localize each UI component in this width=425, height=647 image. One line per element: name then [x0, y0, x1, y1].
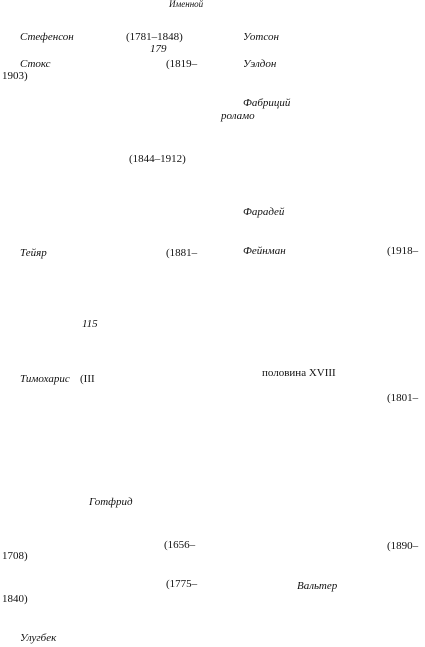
entry-teilhard-name: Тейяр — [20, 247, 47, 259]
entry-faraday-name: Фарадей — [243, 206, 285, 218]
entry-page-115: 115 — [82, 318, 98, 330]
entry-years-1775-end: 1840) — [2, 593, 28, 605]
entry-years-1890: (1890– — [387, 540, 419, 552]
entry-half-18th: половина XVIII — [262, 367, 336, 379]
entry-ulugbek-name: Улугбек — [20, 632, 57, 644]
entry-teilhard-years-start: (1881– — [166, 247, 198, 259]
entry-timocharis-name: Тимохарис — [20, 373, 70, 385]
entry-years-1656-end: 1708) — [2, 550, 28, 562]
entry-years-1844: (1844–1912) — [129, 153, 186, 165]
entry-feynman-name: Фейнман — [243, 245, 286, 257]
entry-years-1775-start: (1775– — [166, 578, 198, 590]
page-header-title: Именной — [169, 0, 204, 9]
entry-walter-name: Вальтер — [297, 580, 338, 592]
entry-stokes-years-start: (1819– — [166, 58, 198, 70]
entry-fabricius-name: Фабриций — [243, 97, 291, 109]
entry-fabricius-continuation: роламо — [221, 110, 255, 122]
entry-timocharis-years-start: (III — [80, 373, 95, 385]
entry-stokes-years-end: 1903) — [2, 70, 28, 82]
entry-years-1656-start: (1656– — [164, 539, 196, 551]
entry-stephenson-years: (1781–1848) — [126, 31, 183, 43]
entry-watson-name: Уотсон — [243, 31, 279, 43]
entry-stokes-name: Стокс — [20, 58, 51, 70]
entry-gottfried-name: Готфрид — [89, 496, 133, 508]
entry-years-1801: (1801– — [387, 392, 419, 404]
entry-feynman-years-start: (1918– — [387, 245, 419, 257]
entry-stephenson-name: Стефенсон — [20, 31, 74, 43]
entry-stephenson-page: 179 — [150, 43, 167, 55]
entry-weldon-name: Уэлдон — [243, 58, 277, 70]
